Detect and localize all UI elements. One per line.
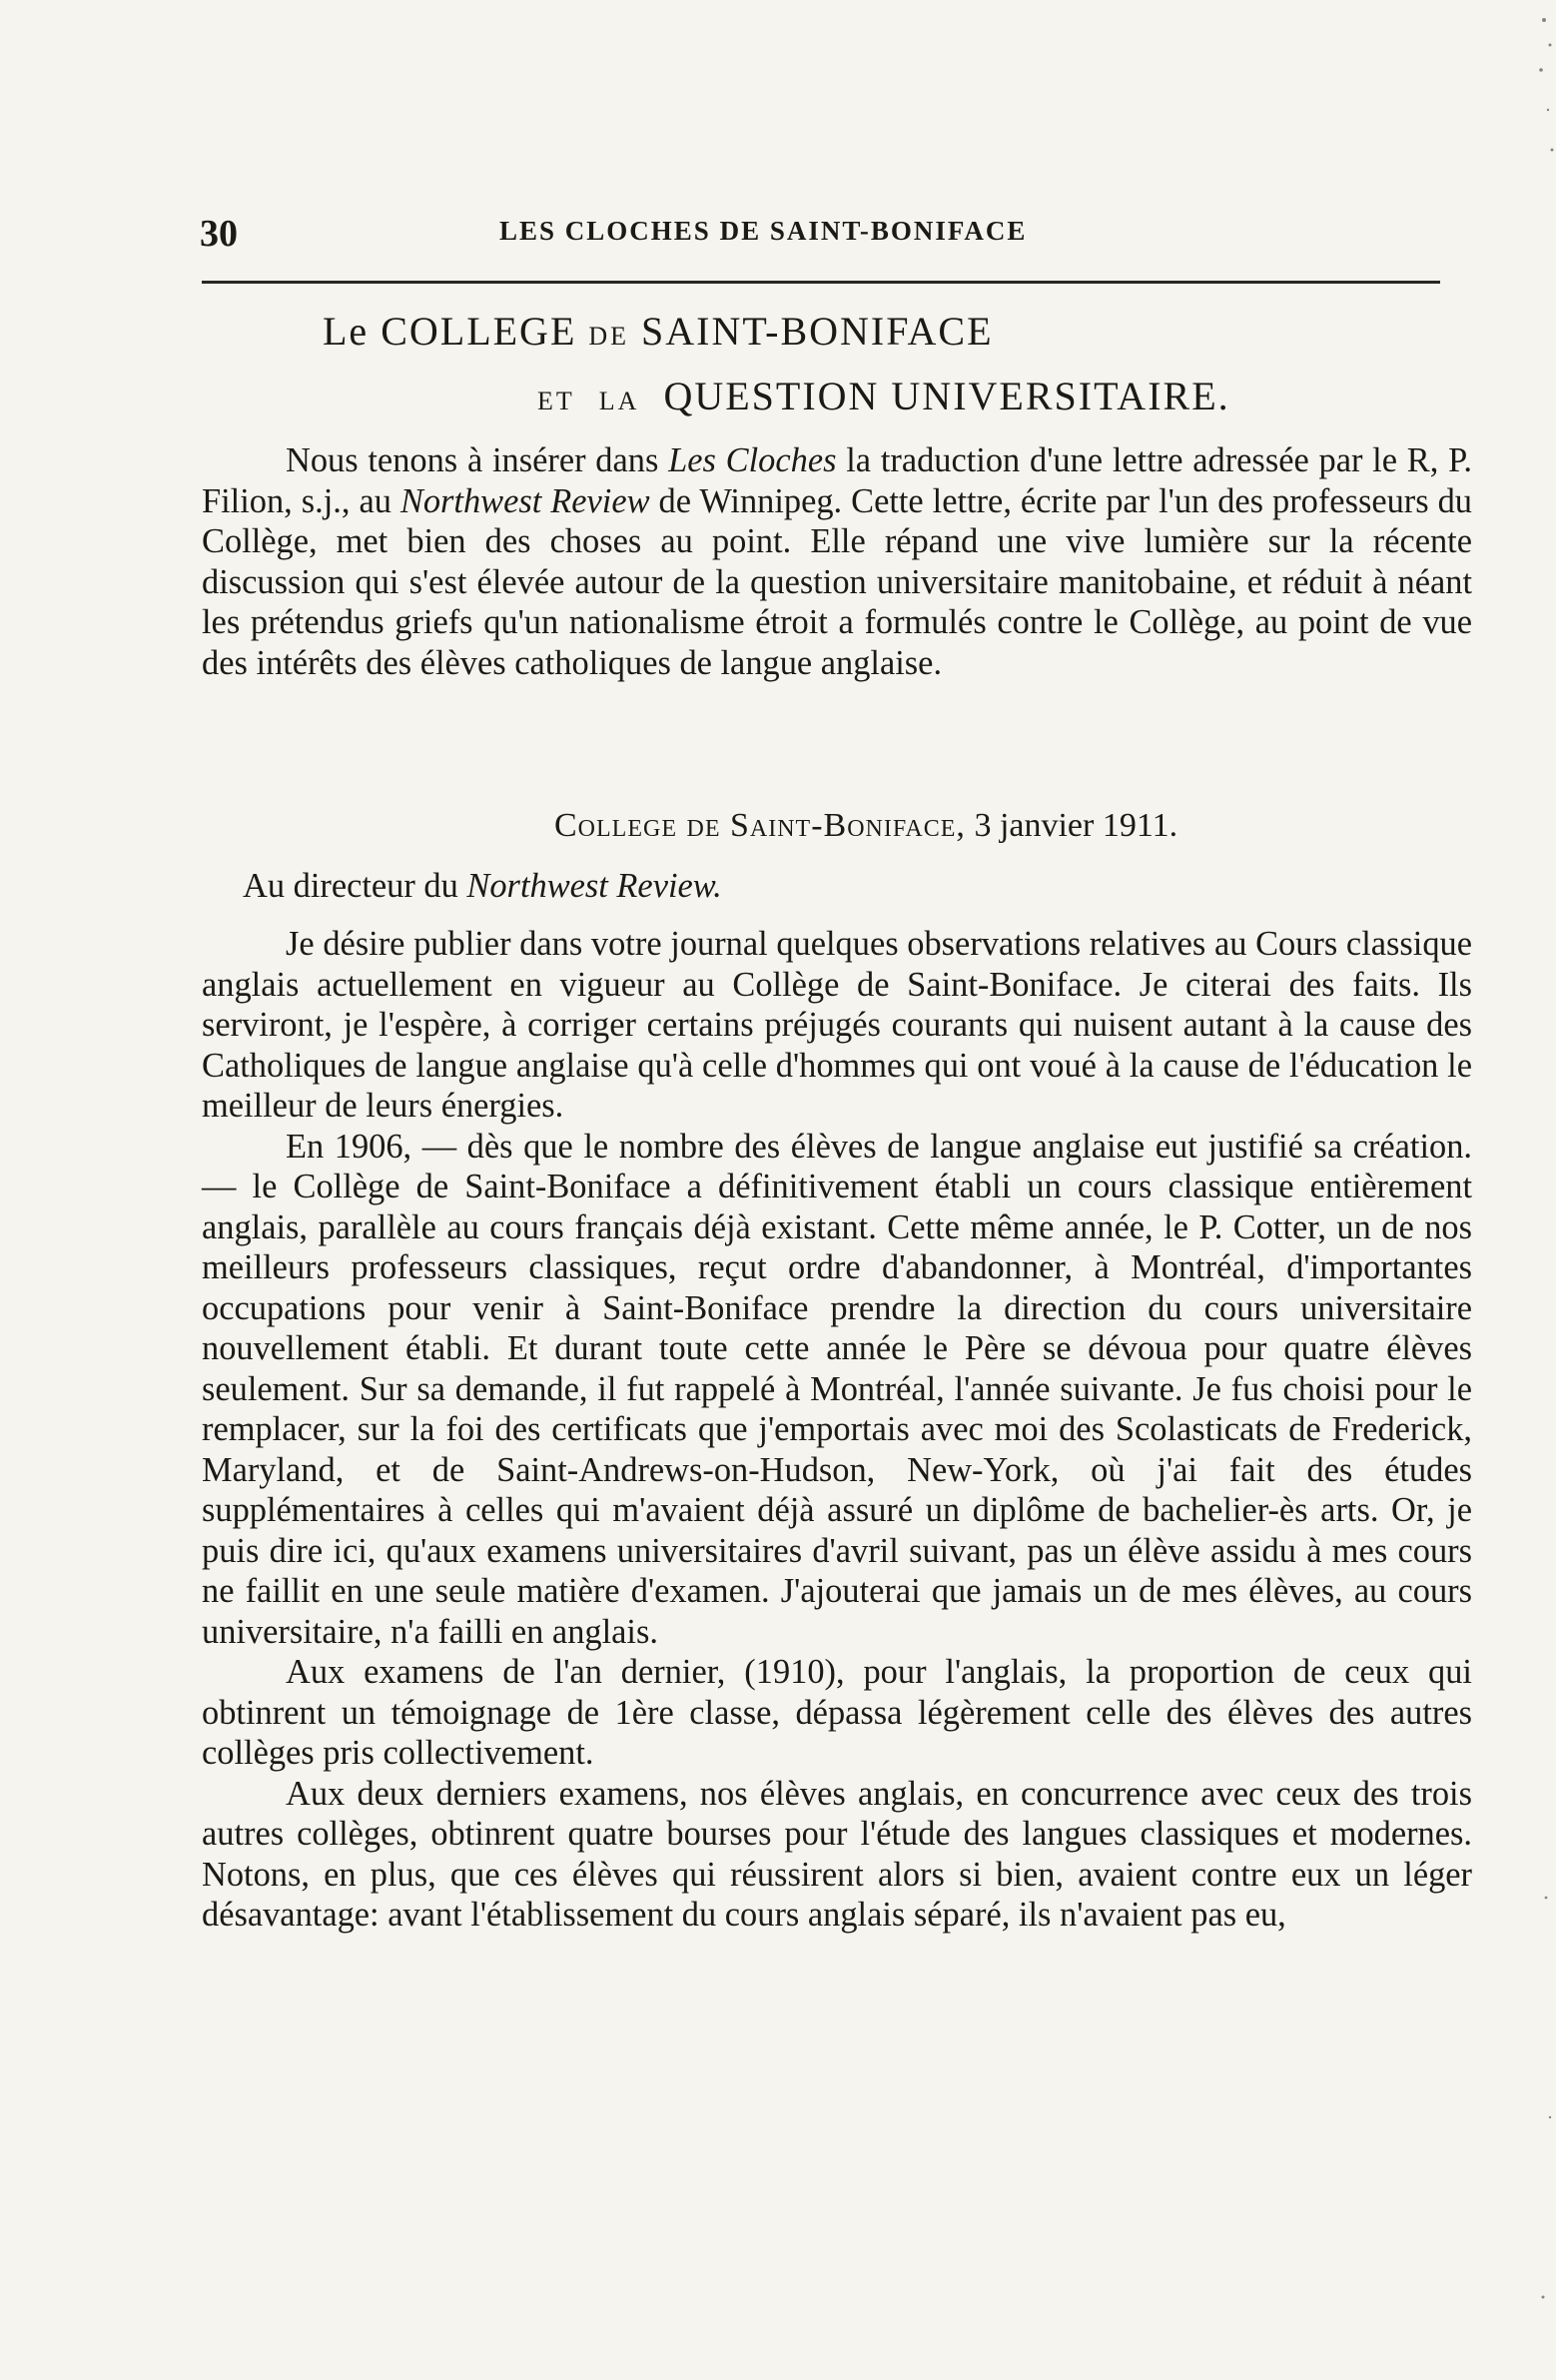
title-et: ET — [537, 387, 575, 415]
running-head — [200, 212, 1440, 262]
intro-block — [202, 440, 1472, 683]
letter-body — [202, 924, 1472, 1936]
title-la: LA — [598, 387, 640, 415]
header-rule — [202, 281, 1440, 284]
intro-text-b: la traduction d'une lettre adressée par le R, P. Filion, s.j., au — [202, 441, 1472, 520]
title-de: DE — [588, 322, 630, 351]
dateline-place: College de Saint-Boniface, — [554, 807, 966, 844]
title-college: COLLEGE — [381, 309, 577, 354]
salutation-journal: Northwest Review. — [466, 867, 722, 905]
title-question-universitaire: QUESTION UNIVERSITAIRE. — [663, 374, 1230, 418]
letter-salutation — [243, 867, 722, 906]
letter-paragraph: Je désire publier dans votre journal quelques observations relatives au Cours classique anglais actuellement en vigueur au Collège de Saint-Boniface. Je citerai des faits. Ils serviront, je l'espère, à corriger certains préjugés courants qui nuisent autant à la cause des Catholiques de langue anglaise qu'à celle d'hommes qui ont voué à la cause de l'éducation le meilleur de leurs énergies. — [202, 925, 1472, 1125]
dateline-date: 3 janvier 1911. — [974, 807, 1178, 844]
journal-name-italic: Les Cloches — [668, 441, 837, 479]
intro-paragraph — [202, 440, 1472, 683]
page-number: 30 — [200, 213, 238, 255]
intro-text-a: Nous tenons à insérer dans — [286, 441, 669, 479]
title-saint-boniface: SAINT-BONIFACE — [641, 309, 994, 354]
review-name-italic: Northwest Review — [399, 481, 650, 520]
letter-paragraph: Aux examens de l'an dernier, (1910), pour l'anglais, la proportion de ceux qui obtinrent un témoignage de 1ère classe, dépassa légèrement celle des élèves des autres collèges pris collectivement. — [202, 1653, 1472, 1772]
letter-paragraph: En 1906, — dès que le nombre des élèves de langue anglaise eut justifié sa création. — le Collège de Saint-Boniface a définitivement établi un cours classique entièrement anglais, parallèle au cours français déjà existant. Cette même année, le P. Cotter, un de nos meilleurs professeurs classiques, reçut ordre d'abandonner, à Montréal, d'importantes occupations pour venir à Saint-Boniface prendre la direction du cours universitaire nouvellement établi. Et durant toute cette année le Père se dévoua pour quatre élèves seulement. Sur sa demande, il fut rappelé à Montréal, l'année suivante. Je fus choisi pour le remplacer, sur la foi des certificats que j'emportais avec moi des Scolasticats de Frederick, Maryland, et de Saint-Andrews-on-Hudson, New-York, où j'ai fait des études supplémentaires à celles qui m'avaient déjà assuré un diplôme de bachelier-ès arts. Or, je puis dire ici, qu'aux examens universitaires d'avril suivant, pas un élève assidu à mes cours ne faillit en une seule matière d'examen. J'ajouterai que jamais un de mes élèves, au cours universitaire, n'a failli en anglais. — [202, 1127, 1472, 1651]
article-title-line-2 — [537, 373, 1230, 419]
salutation-prefix: Au directeur du — [243, 867, 467, 905]
letter-dateline — [554, 807, 1177, 845]
running-title: LES CLOCHES DE SAINT-BONIFACE — [499, 216, 1028, 246]
letter-paragraph: Aux deux derniers examens, nos élèves anglais, en concurrence avec ceux des trois autres collèges, obtinrent quatre bourses pour l'étude des langues classiques et modernes. Notons, en plus, que ces élèves qui réussirent alors si bien, avaient contre eux un léger désavantage: avant l'établissement du cours anglais séparé, ils n'avaient pas eu, — [202, 1774, 1472, 1934]
scan-edge-specks — [1526, 0, 1556, 2380]
intro-text-c: de Winnipeg. Cette lettre, écrite par l'un des professeurs du Collège, met bien des choses au point. Elle répand une vive lumière sur la récente discussion qui s'est élevée autour de la question universitaire manitobaine, et réduit à néant les prétendus griefs qu'un nationalisme étroit a formulés contre le Collège, au point de vue des intérêts des élèves catholiques de langue anglaise. — [202, 481, 1472, 682]
title-le: Le — [323, 309, 370, 354]
article-title-line-1 — [323, 308, 994, 355]
